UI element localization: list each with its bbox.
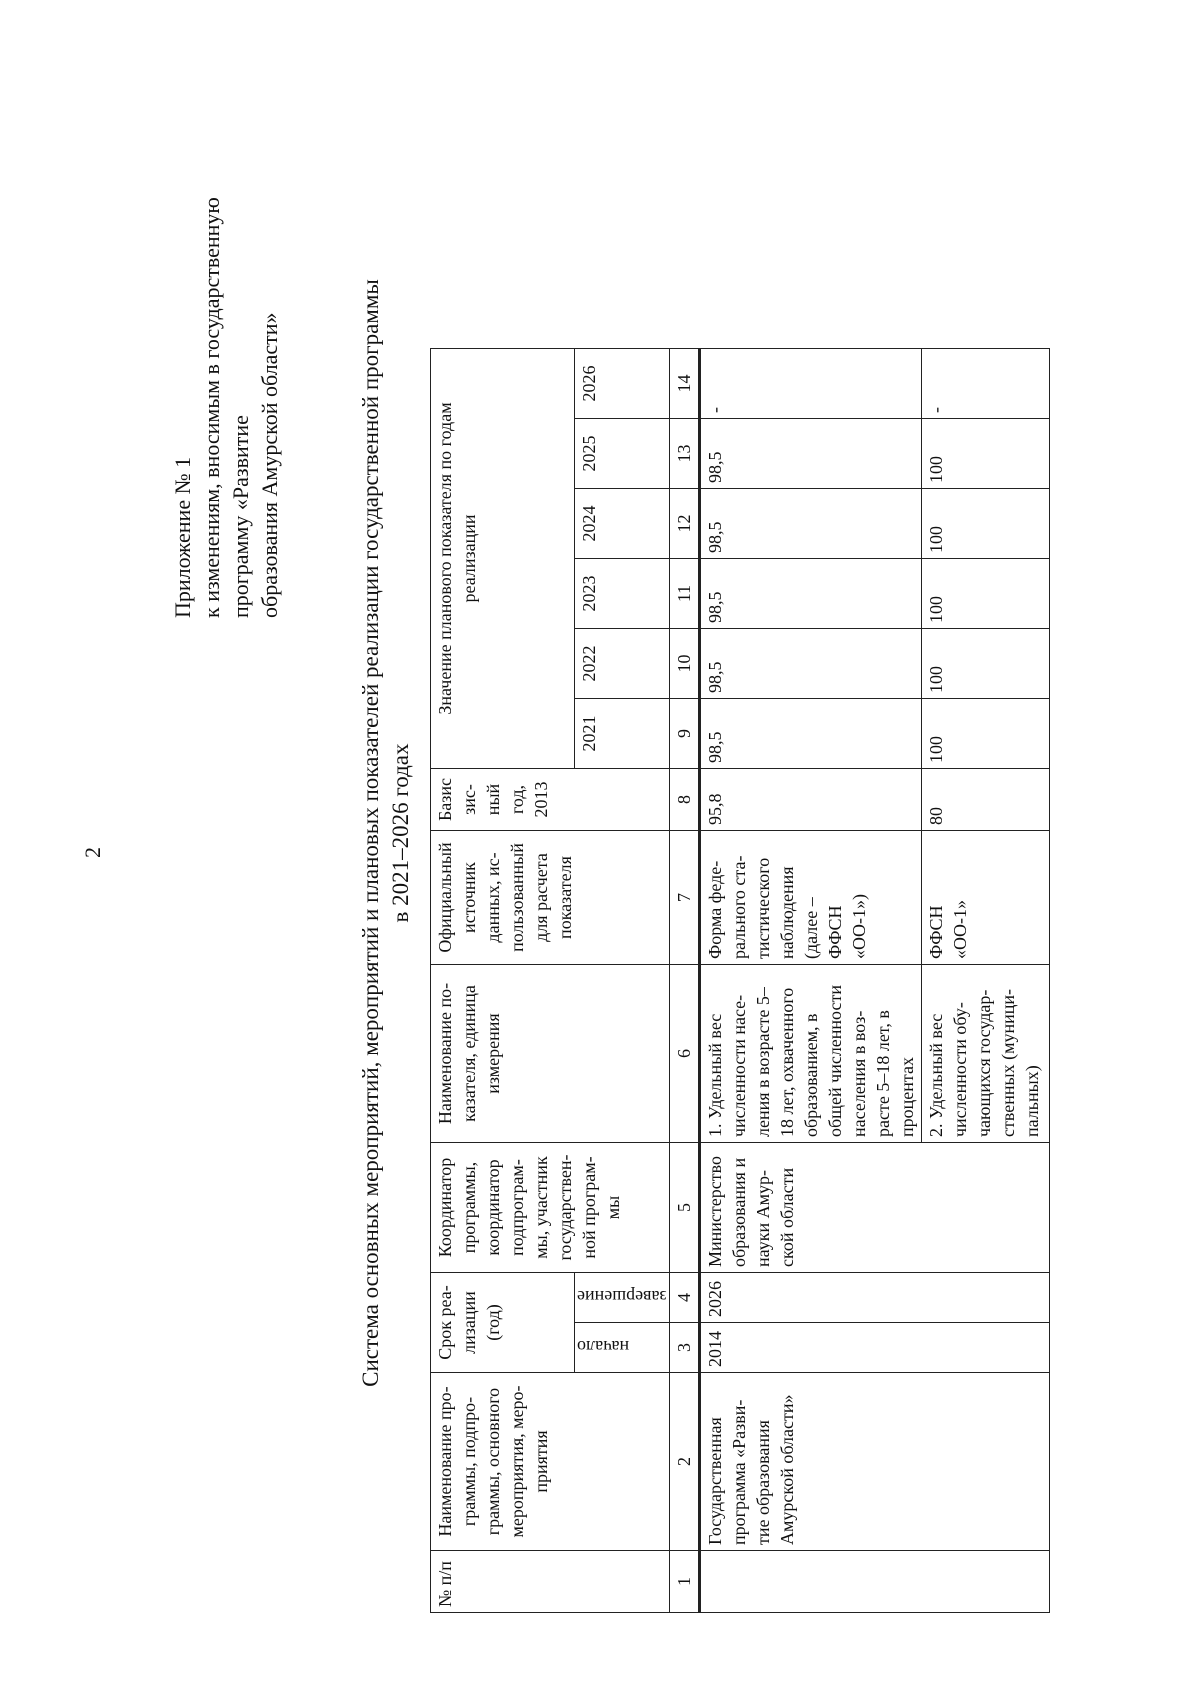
indicators-table xyxy=(430,348,1050,1613)
header-plan-values: Значение планового показателя по годам реализации xyxy=(431,349,575,769)
row-num xyxy=(699,1551,1049,1613)
header-year-2021: 2021 xyxy=(575,699,670,769)
row-value-2022: 98,5 xyxy=(699,629,921,699)
row-program-name: Государственная программа «Разви- тие образования Амурской области» xyxy=(699,1373,1049,1551)
colnum-4: 4 xyxy=(669,1273,699,1323)
header-name: Наименование про- граммы, подпро- граммы, основного мероприятия, меро- приятия xyxy=(431,1373,670,1551)
table-row xyxy=(699,349,921,1613)
document-title: Система основных мероприятий, мероприятий и плановых показателей реализации государственной программы в 2021–2026 годах xyxy=(358,279,413,1387)
row-source: ФФСН «ОО-1» xyxy=(921,831,1049,965)
row-value-2025: 98,5 xyxy=(699,419,921,489)
colnum-5: 5 xyxy=(669,1143,699,1273)
header-term: Срок реа- лизации (год) xyxy=(431,1273,575,1373)
row-indicator: 1. Удельный вес численности насе- ления в возрасте 5– 18 лет, охваченного образованием, в общей численности населения в воз- расте 5–18 лет, в процентах xyxy=(699,965,921,1143)
row-value-2026: - xyxy=(921,349,1049,419)
colnum-12: 12 xyxy=(669,489,699,559)
row-value-2024: 100 xyxy=(921,489,1049,559)
page-number: 2 xyxy=(80,847,105,858)
row-end-year: 2026 xyxy=(699,1273,1049,1323)
colnum-2: 2 xyxy=(669,1373,699,1551)
row-value-2023: 100 xyxy=(921,559,1049,629)
header-year-2026: 2026 xyxy=(575,349,670,419)
row-value-2021: 100 xyxy=(921,699,1049,769)
header-year-2025: 2025 xyxy=(575,419,670,489)
colnum-6: 6 xyxy=(669,965,699,1143)
row-start-year: 2014 xyxy=(699,1323,1049,1373)
header-year-2022: 2022 xyxy=(575,629,670,699)
row-source: Форма феде- рального ста- тистического наблюдения (далее – ФФСН «ОО-1») xyxy=(699,831,921,965)
row-value-2021: 98,5 xyxy=(699,699,921,769)
header-base-year: Базис зис- ный год, 2013 xyxy=(431,769,670,831)
header-coordinator: Координатор программы, координатор подпрограм- мы, участник государствен- ной програм- мы xyxy=(431,1143,670,1273)
row-coordinator: Министерство образования и науки Амур- ской области xyxy=(699,1143,1049,1273)
colnum-11: 11 xyxy=(669,559,699,629)
header-start: начало xyxy=(575,1323,670,1373)
row-value-2022: 100 xyxy=(921,629,1049,699)
colnum-10: 10 xyxy=(669,629,699,699)
row-value-2026: - xyxy=(699,349,921,419)
row-value-2024: 98,5 xyxy=(699,489,921,559)
row-value-2023: 98,5 xyxy=(699,559,921,629)
header-num: № п/п xyxy=(431,1551,670,1613)
row-indicator: 2. Удельный вес численности обу- чающихся государ- ственных (муници- пальных) xyxy=(921,965,1049,1143)
header-year-2023: 2023 xyxy=(575,559,670,629)
header-end: завершение xyxy=(575,1273,670,1323)
row-base-value: 80 xyxy=(921,769,1049,831)
column-numbers-row xyxy=(669,349,699,1613)
colnum-3: 3 xyxy=(669,1323,699,1373)
appendix-note: Приложение № 1 к изменениям, вносимым в государственную программу «Развитие образования Амурской области» xyxy=(170,197,282,618)
row-base-value: 95,8 xyxy=(699,769,921,831)
row-value-2025: 100 xyxy=(921,419,1049,489)
colnum-7: 7 xyxy=(669,831,699,965)
colnum-9: 9 xyxy=(669,699,699,769)
header-source: Официальный источник данных, ис- пользованный для расчета показателя xyxy=(431,831,670,965)
header-year-2024: 2024 xyxy=(575,489,670,559)
colnum-14: 14 xyxy=(669,349,699,419)
colnum-13: 13 xyxy=(669,419,699,489)
colnum-8: 8 xyxy=(669,769,699,831)
colnum-1: 1 xyxy=(669,1551,699,1613)
header-indicator: Наименование по- казателя, единица измерения xyxy=(431,965,670,1143)
